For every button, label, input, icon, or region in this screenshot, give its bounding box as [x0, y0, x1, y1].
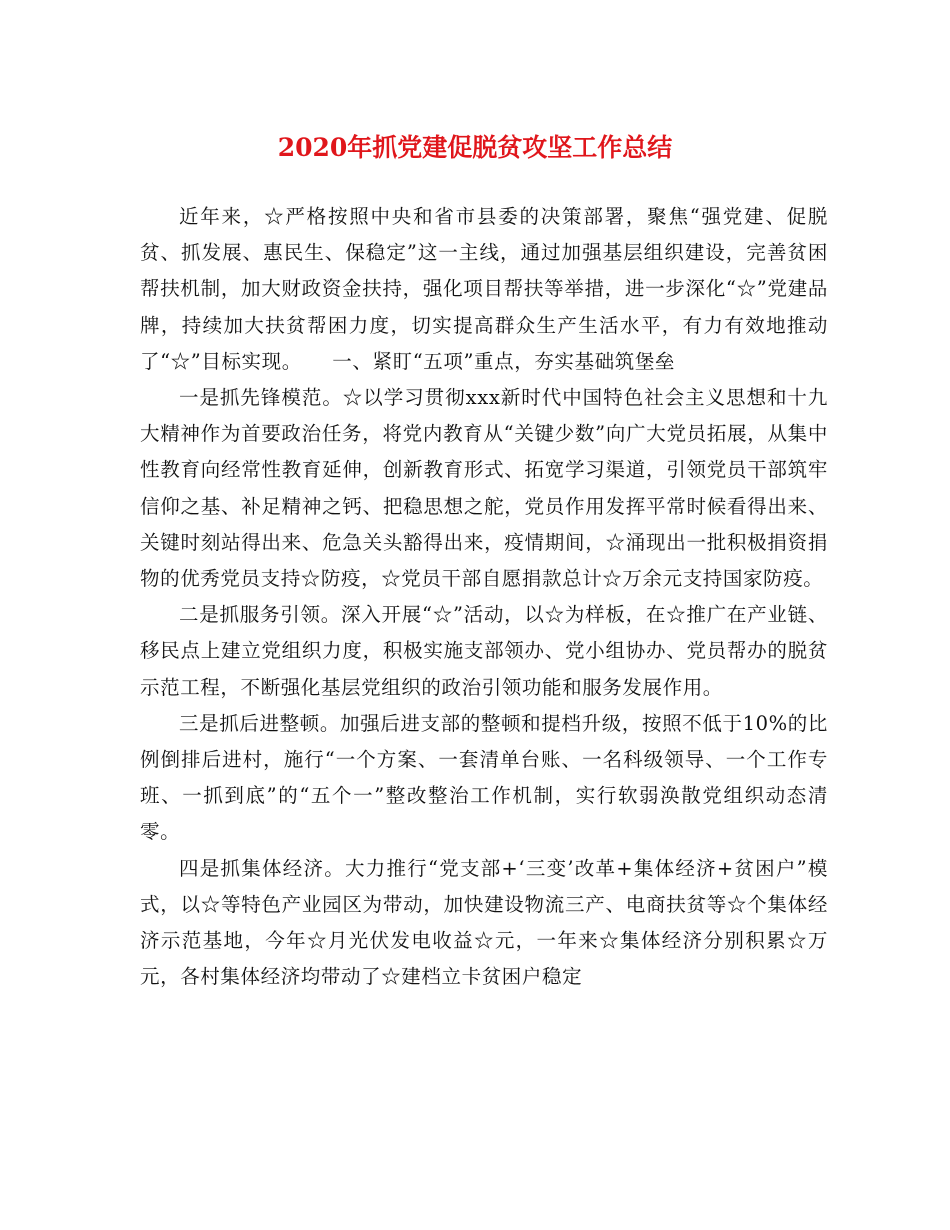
paragraph-service: 二是抓服务引领。深入开展“☆”活动，以☆为样板，在☆推广在产业链、移民点上建立党组织力度，积极实施支部领办、党小组协办、党员帮办的脱贫示范工程，不断强化基层党组织的政治引领功能和服务发展作用。	[140, 603, 828, 699]
paragraph-collective-economy: 四是抓集体经济。大力推行“党支部+‘三变’改革+集体经济+贫困户”模式，以☆等特色产业园区为带动，加快建设物流三产、电商扶贫等☆个集体经济示范基地，今年☆月光伏发电收益☆元，一年来☆集体经济分别积累☆万元，各村集体经济均带动了☆建档立卡贫困户稳定	[140, 856, 828, 989]
document-body	[140, 199, 828, 995]
paragraph-intro: 近年来，☆严格按照中央和省市县委的决策部署，聚焦“强党建、促脱贫、抓发展、惠民生、保稳定”这一主线，通过加强基层组织建设，完善贫困帮扶机制，加大财政资金扶持，强化项目帮扶等举措，进一步深化“☆”党建品牌，持续加大扶贫帮困力度，切实提高群众生产生活水平，有力有效地推动了“☆”目标实现。 一、紧盯“五项”重点，夯实基础筑堡垒	[140, 205, 828, 373]
paragraph-rectification: 三是抓后进整顿。加强后进支部的整顿和提档升级，按照不低于10%的比例倒排后进村，施行“一个方案、一套清单台账、一名科级领导、一个工作专班、一抓到底”的“五个一”整改整治工作机制，实行软弱涣散党组织动态清零。	[140, 711, 828, 844]
paragraph-vanguard: 一是抓先锋模范。☆以学习贯彻xxx新时代中国特色社会主义思想和十九大精神作为首要政治任务，将党内教育从“关键少数”向广大党员拓展，从集中性教育向经常性教育延伸，创新教育形式、拓宽学习渠道，引领党员干部筑牢信仰之基、补足精神之钙、把稳思想之舵，党员作用发挥平常时候看得出来、关键时刻站得出来、危急关头豁得出来，疫情期间，☆涌现出一批积极捐资捐物的优秀党员支持☆防疫，☆党员干部自愿捐款总计☆万余元支持国家防疫。	[140, 386, 828, 591]
document-title: 2020年抓党建促脱贫攻坚工作总结	[277, 133, 673, 162]
